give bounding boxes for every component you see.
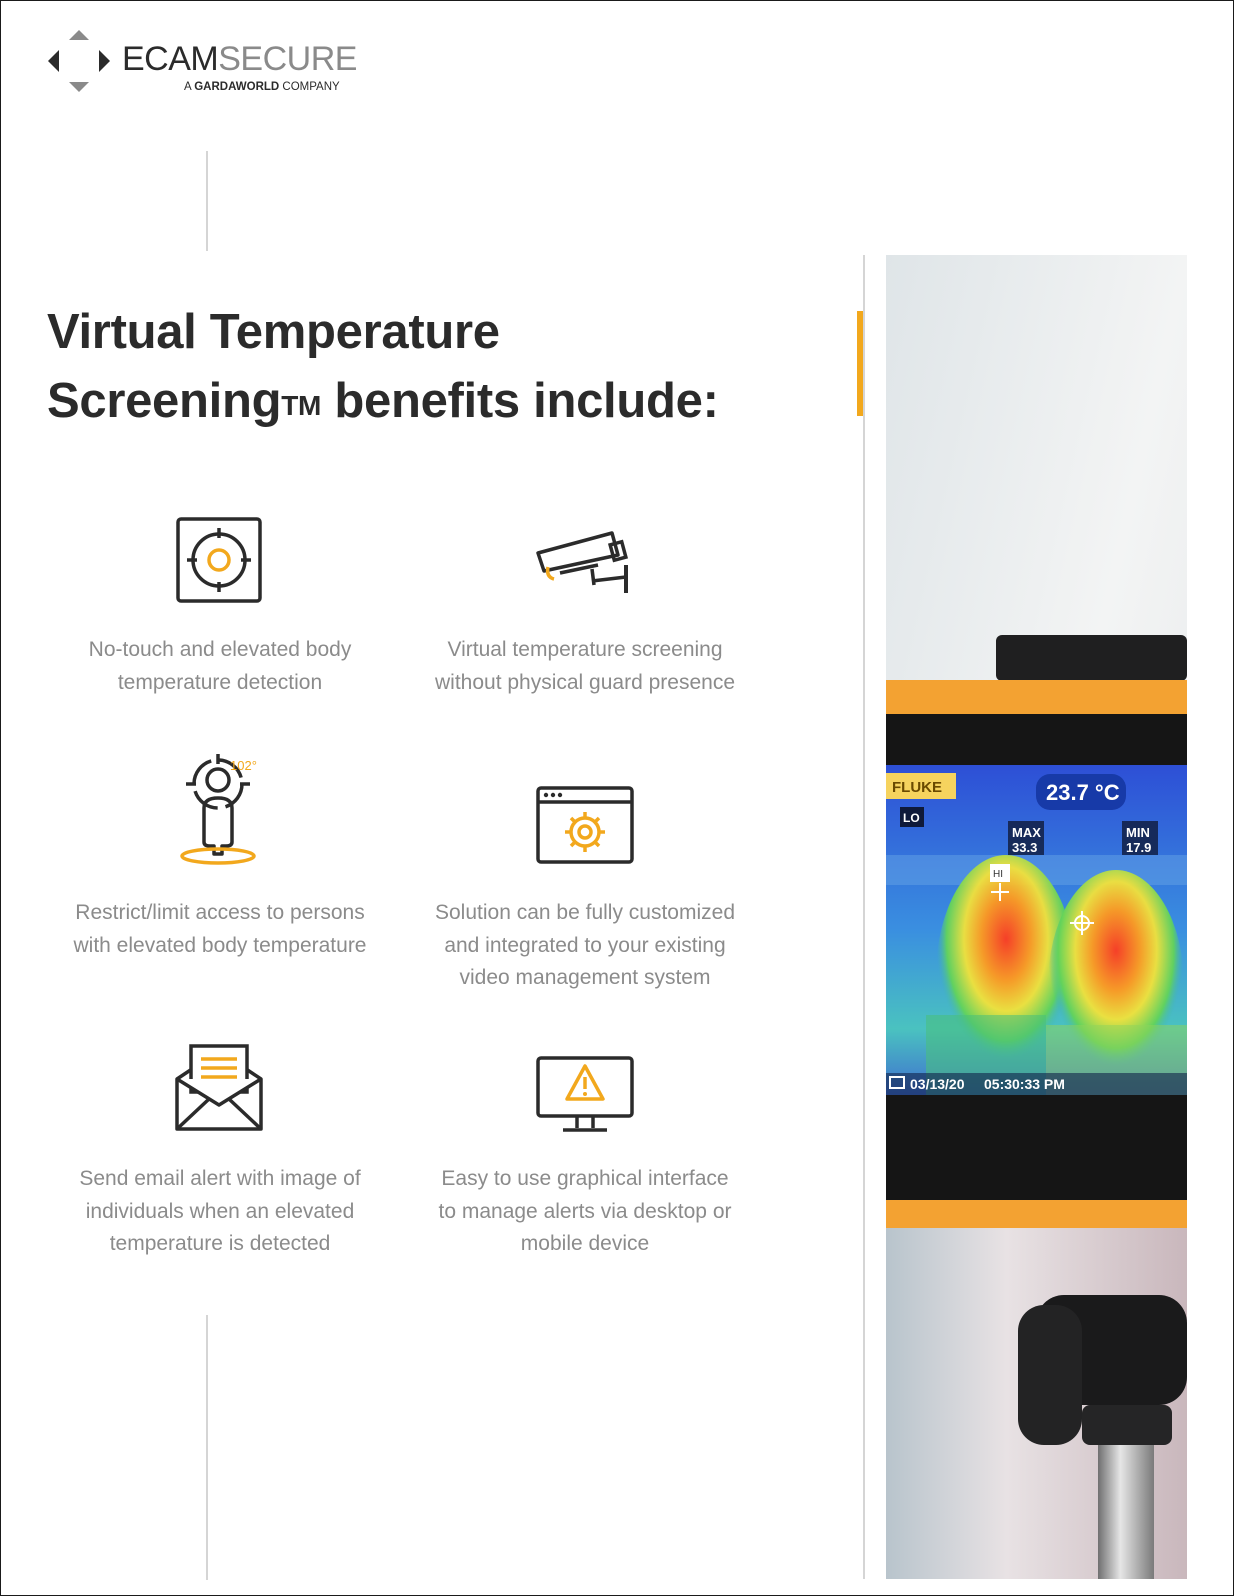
benefit-text-customization: Solution can be fully customized and integrated to your existing video management system: [435, 901, 735, 989]
max-label: MAX: [1012, 825, 1041, 840]
lo-label: LO: [903, 811, 920, 825]
camera-brand-label: FLUKE: [892, 779, 942, 796]
min-label: MIN: [1126, 825, 1150, 840]
thermal-camera-photo: [886, 255, 1187, 1579]
logo-tagline: A GARDAWORLD COMPANY: [184, 81, 340, 93]
benefit-text-graphical-interface: Easy to use graphical interface to manage alerts via desktop or mobile device: [438, 1167, 732, 1255]
email-icon: [173, 1043, 265, 1133]
date-readout: 03/13/20: [910, 1076, 965, 1092]
benefit-text-no-touch: No-touch and elevated body temperature detection: [88, 638, 352, 694]
min-value: 17.9: [1126, 840, 1152, 855]
target-icon: [174, 515, 264, 605]
hi-label: HI: [993, 869, 1003, 880]
logo-mark-icon: [46, 28, 112, 94]
company-logo: [46, 28, 357, 96]
person-temperature-icon: [174, 750, 264, 870]
logo-wordmark: ECAMSECURE: [122, 40, 357, 78]
accent-bar: [857, 311, 863, 416]
time-readout: 05:30:33 PM: [984, 1076, 1065, 1092]
temperature-label: 102°: [230, 758, 257, 773]
max-value: 33.3: [1012, 840, 1038, 855]
security-camera-icon: [532, 527, 642, 607]
divider-right: [863, 255, 865, 1579]
divider-bottom: [206, 1315, 208, 1580]
page-title: Virtual Temperature Screening™ benefits include:: [47, 305, 719, 428]
temperature-readout: 23.7 °C: [1046, 780, 1120, 805]
benefit-text-restrict-access: Restrict/limit access to persons with elevated body temperature: [73, 901, 367, 957]
benefit-text-virtual-screening: Virtual temperature screening without physical guard presence: [434, 638, 735, 694]
benefit-text-email-alert: Send email alert with image of individuals when an elevated temperature is detected: [79, 1167, 361, 1255]
divider-top: [206, 151, 208, 251]
monitor-warning-icon: [535, 1055, 635, 1135]
browser-gear-icon: [535, 785, 635, 865]
